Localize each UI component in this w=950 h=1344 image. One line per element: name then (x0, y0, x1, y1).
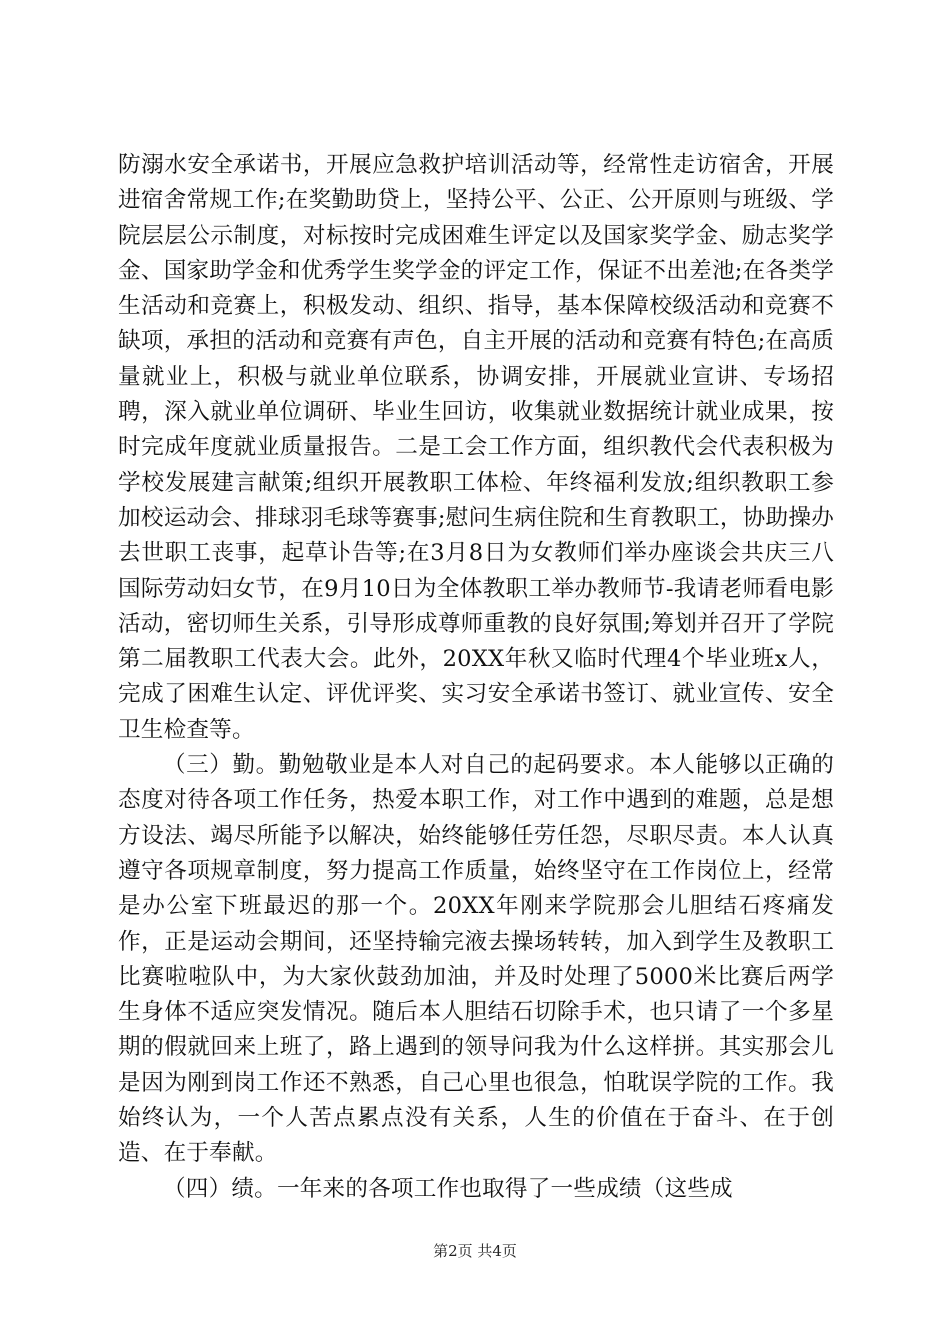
paragraph-work-summary: 防溺水安全承诺书，开展应急救护培训活动等，经常性走访宿舍，开展进宿舍常规工作;在奖勤助贷上，坚持公平、公正、公开原则与班级、学院层层公示制度，对标按时完成困难生评定以及国家奖学金、励志奖学金、国家助学金和优秀学生奖学金的评定工作，保证不出差池;在各类学生活动和竞赛上，积极发动、组织、指导，基本保障校级活动和竞赛不缺项，承担的活动和竞赛有声色，自主开展的活动和竞赛有特色;在高质量就业上，积极与就业单位联系，协调安排，开展就业宣讲、专场招聘，深入就业单位调研、毕业生回访，收集就业数据统计就业成果，按时完成年度就业质量报告。二是工会工作方面，组织教代会代表积极为学校发展建言献策;组织开展教职工体检、年终福利发放;组织教职工参加校运动会、排球羽毛球等赛事;慰问生病住院和生育教职工，协助操办去世职工丧事，起草讣告等;在3月8日为女教师们举办座谈会共庆三八国际劳动妇女节，在9月10日为全体教职工举办教师节-我请老师看电影活动，密切师生关系，引导形成尊师重教的良好氛围;筹划并召开了学院第二届教职工代表大会。此外，20XX年秋又临时代理4个毕业班x人，完成了困难生认定、评优评奖、实习安全承诺书签订、就业宣传、安全卫生检查等。 (118, 152, 834, 743)
paragraph-achievements: （四）绩。一年来的各项工作也取得了一些成绩（这些成 (163, 1175, 733, 1202)
paragraph-diligence: （三）勤。勤勉敬业是本人对自己的起码要求。本人能够以正确的态度对待各项工作任务，热爱本职工作，对工作中遇到的难题，总是想方设法、竭尽所能予以解决，始终能够任劳任怨，尽职尽责。本人认真遵守各项规章制度，努力提高工作质量，始终坚守在工作岗位上，经常是办公室下班最迟的那一个。20XX年刚来学院那会儿胆结石疼痛发作，正是运动会期间，还坚持输完液去操场转转，加入到学生及教职工比赛啦啦队中，为大家伙鼓劲加油，并及时处理了5000米比赛后两学生身体不适应突发情况。随后本人胆结石切除手术，也只请了一个多星期的假就回来上班了，路上遇到的领导问我为什么这样拼。其实那会儿是因为刚到岗工作还不熟悉，自己心里也很急，怕耽误学院的工作。我始终认为，一个人苦点累点没有关系，人生的价值在于奋斗、在于创造、在于奉献。 (118, 752, 834, 1167)
document-body (118, 148, 834, 1207)
page-footer: 第2页 共4页 (433, 1242, 517, 1260)
